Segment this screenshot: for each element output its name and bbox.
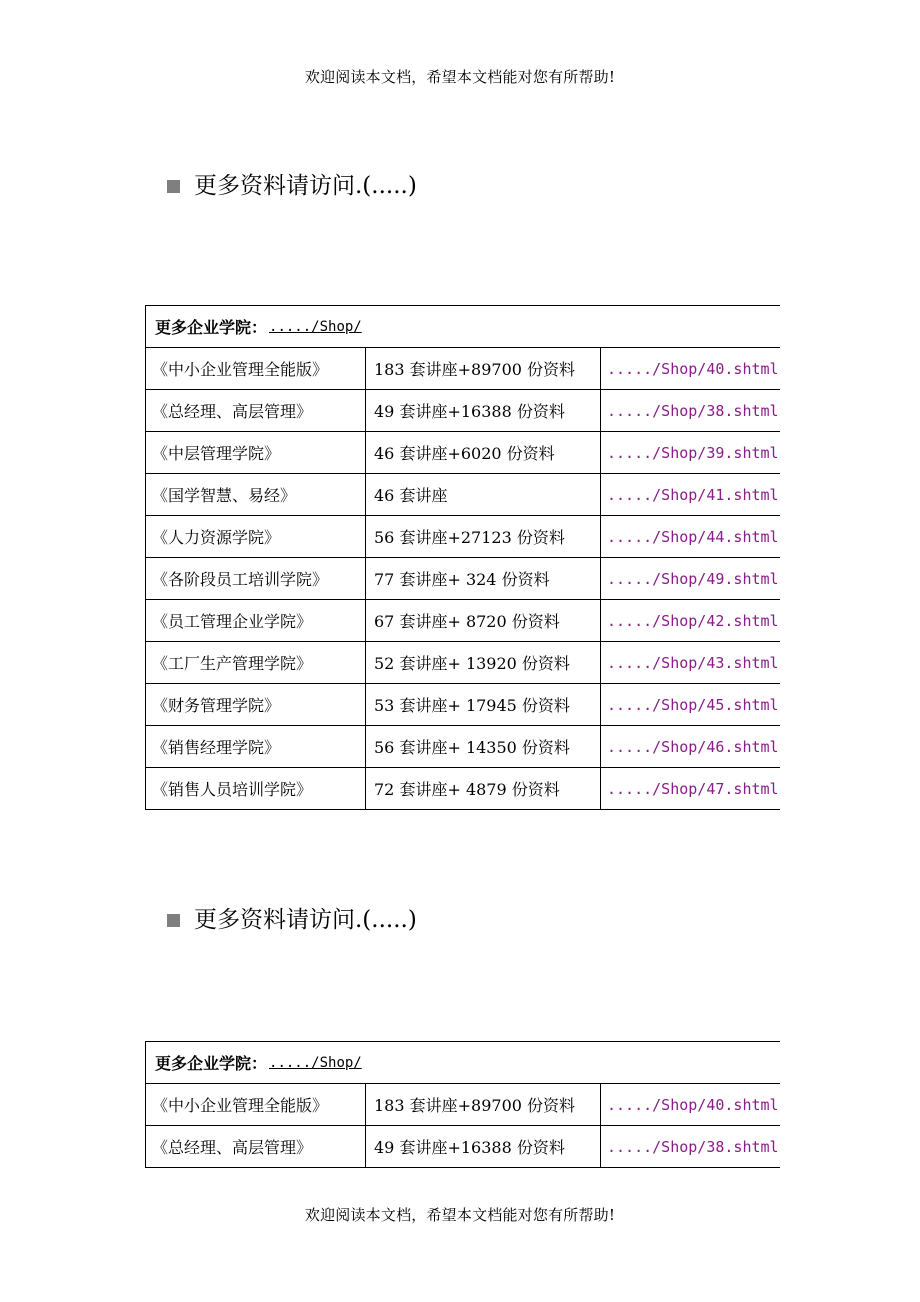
table-header-row (146, 1042, 780, 1084)
table-row (146, 432, 780, 474)
course-desc: 46 套讲座+6020 份资料 (366, 432, 601, 473)
footer-banner: 欢迎阅读本文档，希望本文档能对您有所帮助! (304, 1206, 616, 1224)
course-name: 《财务管理学院》 (146, 684, 366, 725)
table-row (146, 642, 780, 684)
table-header-link[interactable]: ...../Shop/ (269, 1054, 362, 1071)
table-header-link[interactable]: ...../Shop/ (269, 318, 362, 335)
visit-text: 更多资料请访问.(.....) (194, 173, 417, 199)
course-link[interactable]: ...../Shop/40.shtml (607, 1095, 779, 1114)
course-name: 《中小企业管理全能版》 (146, 1084, 366, 1125)
course-desc: 46 套讲座 (366, 474, 601, 515)
table-row (146, 1126, 780, 1168)
course-name: 《总经理、高层管理》 (146, 1126, 366, 1167)
visit-notice (167, 172, 417, 200)
course-desc: 52 套讲座+ 13920 份资料 (366, 642, 601, 683)
course-desc: 72 套讲座+ 4879 份资料 (366, 768, 601, 809)
course-link[interactable]: ...../Shop/45.shtml (607, 695, 779, 714)
course-name: 《工厂生产管理学院》 (146, 642, 366, 683)
table-row (146, 726, 780, 768)
table-row (146, 390, 780, 432)
header-banner: 欢迎阅读本文档，希望本文档能对您有所帮助! (304, 68, 616, 86)
course-desc: 53 套讲座+ 17945 份资料 (366, 684, 601, 725)
course-desc: 183 套讲座+89700 份资料 (366, 1084, 601, 1125)
course-name: 《总经理、高层管理》 (146, 390, 366, 431)
visit-text: 更多资料请访问.(.....) (194, 907, 417, 933)
course-desc: 49 套讲座+16388 份资料 (366, 1126, 601, 1167)
course-link[interactable]: ...../Shop/40.shtml (607, 359, 779, 378)
course-desc: 56 套讲座+27123 份资料 (366, 516, 601, 557)
table-row (146, 600, 780, 642)
course-name: 《各阶段员工培训学院》 (146, 558, 366, 599)
table-row (146, 768, 780, 810)
table-row (146, 1084, 780, 1126)
course-name: 《销售经理学院》 (146, 726, 366, 767)
course-link[interactable]: ...../Shop/43.shtml (607, 653, 779, 672)
course-link[interactable]: ...../Shop/49.shtml (607, 569, 779, 588)
course-link[interactable]: ...../Shop/44.shtml (607, 527, 779, 546)
course-link[interactable]: ...../Shop/38.shtml (607, 1137, 779, 1156)
course-name: 《销售人员培训学院》 (146, 768, 366, 809)
course-link[interactable]: ...../Shop/42.shtml (607, 611, 779, 630)
academy-table (145, 1041, 780, 1168)
table-header-row (146, 306, 780, 348)
course-link[interactable]: ...../Shop/47.shtml (607, 779, 779, 798)
table-header-label: 更多企业学院： (155, 318, 268, 337)
academy-table (145, 305, 780, 810)
course-desc: 77 套讲座+ 324 份资料 (366, 558, 601, 599)
table-row (146, 348, 780, 390)
table-header-label: 更多企业学院： (155, 1054, 268, 1073)
table-row (146, 558, 780, 600)
table-row (146, 684, 780, 726)
course-desc: 67 套讲座+ 8720 份资料 (366, 600, 601, 641)
visit-notice (167, 906, 417, 934)
table-row (146, 474, 780, 516)
course-name: 《中层管理学院》 (146, 432, 366, 473)
course-link[interactable]: ...../Shop/38.shtml (607, 401, 779, 420)
course-name: 《人力资源学院》 (146, 516, 366, 557)
course-link[interactable]: ...../Shop/41.shtml (607, 485, 779, 504)
course-name: 《国学智慧、易经》 (146, 474, 366, 515)
square-bullet-icon (167, 914, 180, 927)
square-bullet-icon (167, 180, 180, 193)
table-row (146, 516, 780, 558)
course-desc: 49 套讲座+16388 份资料 (366, 390, 601, 431)
course-link[interactable]: ...../Shop/39.shtml (607, 443, 779, 462)
course-desc: 56 套讲座+ 14350 份资料 (366, 726, 601, 767)
course-name: 《中小企业管理全能版》 (146, 348, 366, 389)
course-desc: 183 套讲座+89700 份资料 (366, 348, 601, 389)
course-link[interactable]: ...../Shop/46.shtml (607, 737, 779, 756)
course-name: 《员工管理企业学院》 (146, 600, 366, 641)
